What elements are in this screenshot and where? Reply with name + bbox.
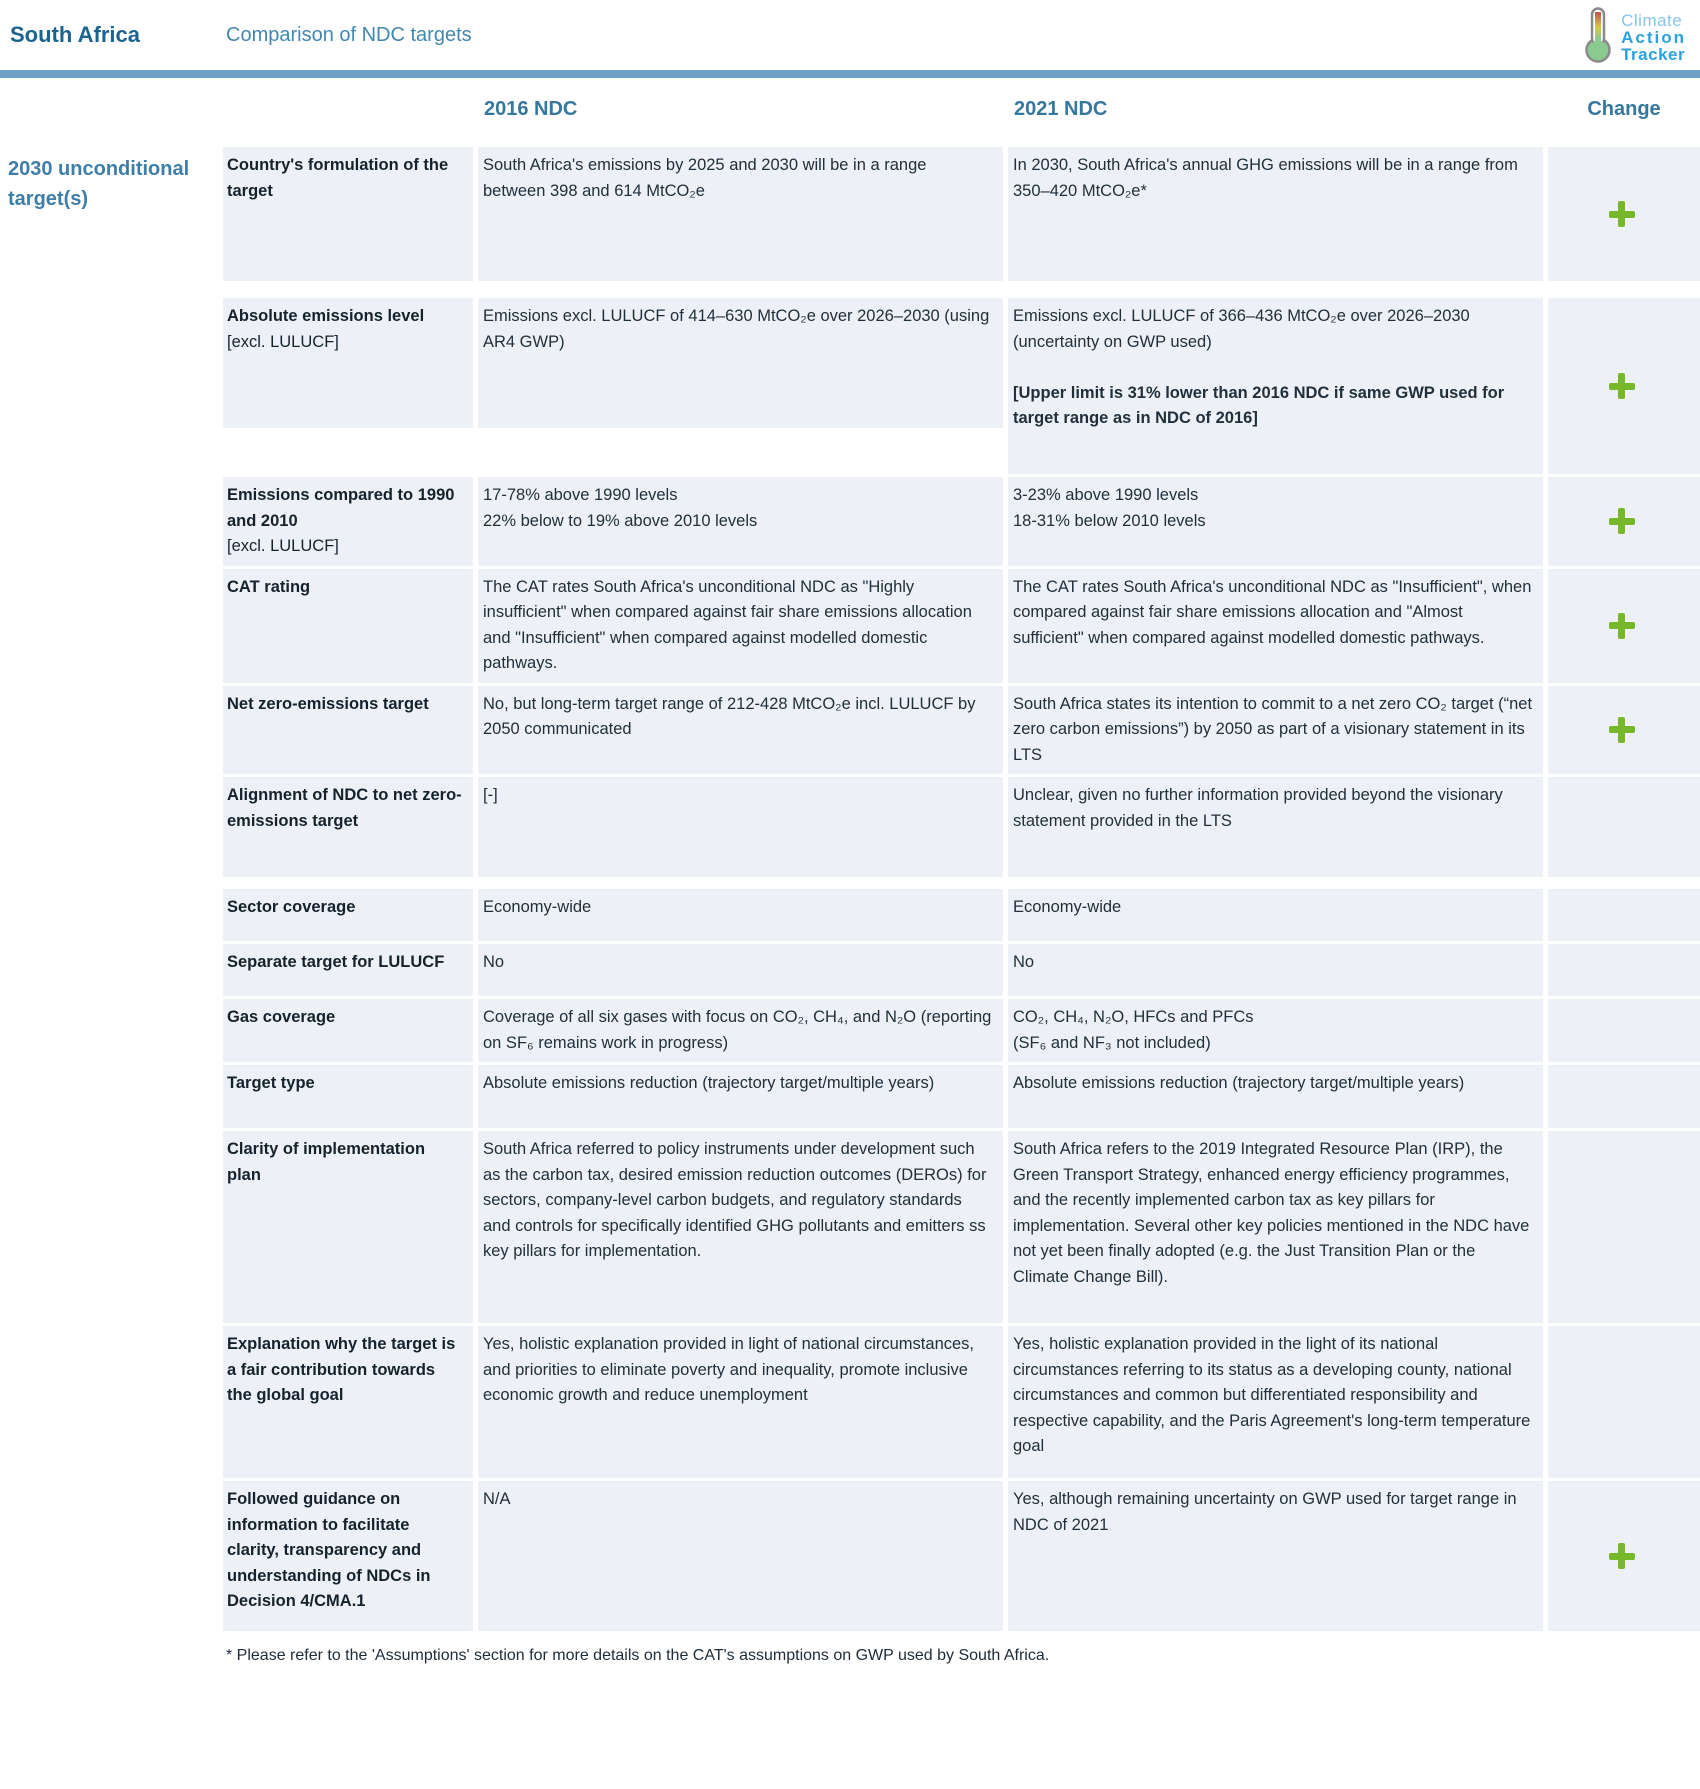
table-row (223, 298, 1700, 474)
cell-paragraph: Absolute emissions reduction (trajectory target/multiple years) (483, 1074, 935, 1092)
cell-2016 (478, 1065, 1003, 1128)
cell-2016 (478, 999, 1003, 1062)
cell-paragraph: Emissions excl. LULUCF of 366–436 MtCO₂e over 2026–2030 (uncertainty on GWP used) (1013, 307, 1470, 351)
cell-paragraph: CO₂, CH₄, N₂O, HFCs and PFCs (1013, 1008, 1254, 1026)
logo-word-climate: Climate (1621, 11, 1683, 30)
cell-2021 (1008, 1131, 1543, 1323)
table-row (223, 999, 1700, 1062)
header-divider (0, 70, 1700, 78)
table-row (223, 1065, 1700, 1128)
cell-2016 (478, 477, 1003, 566)
cell-2021 (1008, 147, 1543, 281)
footnote: * Please refer to the 'Assumptions' section for more details on the CAT's assumptions on GWP used by South Africa. (226, 1647, 1050, 1664)
row-label-text: Clarity of implementation plan (227, 1140, 426, 1184)
table-row (223, 1481, 1700, 1631)
row-label-text: Emissions compared to 1990 and 2010 (227, 486, 455, 530)
cell-change (1548, 999, 1700, 1062)
top-bar (0, 0, 1700, 70)
row-label (223, 686, 473, 775)
cell-2016 (478, 298, 1003, 428)
row-label-text: CAT rating (227, 577, 311, 596)
cell-paragraph: South Africa refers to the 2019 Integrated Resource Plan (IRP), the Green Transport Strategy, enhanced energy efficiency programmes, and the recently implemented carbon tax as key pillars for implementation. Several other key policies mentioned in the NDC have not yet been finally adopted (e.g. the Just Transition Plan or the Climate Change Bill). (1013, 1140, 1530, 1286)
cell-paragraph: [-] (483, 786, 498, 804)
row-label-text: Absolute emissions level (227, 307, 425, 325)
cell-2021 (1008, 889, 1543, 941)
change-plus-icon (1609, 1543, 1635, 1569)
cell-paragraph: No (483, 953, 505, 971)
cell-paragraph: The CAT rates South Africa's unconditional NDC as "Highly insufficient" when compared against fair share emissions allocation and "Insufficient" when compared against modelled domestic pathways. (483, 577, 972, 672)
cell-2016 (478, 147, 1003, 281)
cell-paragraph: 22% below to 19% above 2010 levels (483, 511, 758, 530)
change-plus-icon (1609, 508, 1635, 534)
table-rows (223, 147, 1700, 1631)
cell-paragraph: In 2030, South Africa's annual GHG emissions will be in a range from 350–420 MtCO₂e* (1013, 156, 1518, 200)
table-column-headers (223, 78, 1700, 121)
row-label-text: Followed guidance on information to facilitate clarity, transparency and understanding of NDCs in Decision 4/CMA.1 (227, 1490, 431, 1610)
cell-paragraph: (SF₆ and NF₃ not included) (1013, 1033, 1211, 1052)
row-label (223, 1481, 473, 1631)
cell-change (1548, 569, 1700, 683)
cell-paragraph: South Africa's emissions by 2025 and 2030 will be in a range between 398 and 614 MtCO₂e (483, 156, 927, 200)
cell-paragraph: South Africa referred to policy instruments under development such as the carbon tax, desired emission reduction outcomes (DEROs) for sectors, company-level carbon budgets, and regulatory standards and controls for specifically identified GHG pollutants and emitters ss key pillars for implementation. (483, 1140, 987, 1260)
row-label (223, 999, 473, 1062)
sidebar-group-label: 2030 unconditional target(s) (8, 158, 190, 210)
cell-paragraph: South Africa states its intention to commit to a net zero CO₂ target (“net zero carbon emissions”) by 2050 as part of a visionary statement in its LTS (1013, 694, 1533, 764)
column-header-2016-ndc: 2016 NDC (484, 98, 578, 120)
country-title: South Africa (10, 22, 140, 47)
cell-2016 (478, 1326, 1003, 1478)
cell-paragraph: Yes, holistic explanation provided in light of national circumstances, and priorities to eliminate poverty and inequality, promote inclusive economic growth and reduce unemployment (483, 1335, 975, 1404)
cell-2021 (1008, 1326, 1543, 1478)
cell-change (1548, 777, 1700, 877)
table-row (223, 477, 1700, 566)
change-plus-icon (1609, 717, 1635, 743)
cell-paragraph: N/A (483, 1490, 511, 1508)
cell-paragraph: Economy-wide (483, 898, 592, 916)
cell-2016 (478, 1131, 1003, 1323)
cell-2021 (1008, 686, 1543, 775)
cell-change (1548, 1065, 1700, 1128)
comparison-table-section (0, 78, 1700, 1665)
cell-change (1548, 298, 1700, 474)
row-label (223, 944, 473, 996)
row-label (223, 147, 473, 281)
cell-paragraph: Unclear, given no further information provided beyond the visionary statement provided in the LTS (1013, 786, 1503, 830)
cell-2021 (1008, 477, 1543, 566)
cat-logo[interactable] (1581, 6, 1686, 69)
cell-2021 (1008, 569, 1543, 683)
table-row (223, 777, 1700, 877)
cell-change (1548, 944, 1700, 996)
cell-paragraph (1013, 355, 1533, 381)
change-plus-icon (1609, 373, 1635, 399)
cell-2016 (478, 1481, 1003, 1631)
cell-2021 (1008, 944, 1543, 996)
cell-change (1548, 889, 1700, 941)
cell-paragraph: No, but long-term target range of 212-428 MtCO₂e incl. LULUCF by 2050 communicated (483, 694, 976, 738)
cell-2016 (478, 686, 1003, 775)
row-label-text: Gas coverage (227, 1008, 336, 1026)
table-row (223, 1131, 1700, 1323)
cell-paragraph: Coverage of all six gases with focus on CO₂, CH₄, and N₂O (reporting on SF₆ remains work in progress) (483, 1008, 992, 1052)
cell-paragraph: 18-31% below 2010 levels (1013, 511, 1206, 530)
row-label (223, 1131, 473, 1323)
cell-change (1548, 1326, 1700, 1478)
change-plus-icon (1609, 613, 1635, 639)
cell-2021 (1008, 1065, 1543, 1128)
cell-change (1548, 686, 1700, 775)
logo-text (1621, 12, 1686, 63)
table-row (223, 1326, 1700, 1478)
table-row (223, 686, 1700, 775)
cell-paragraph: Yes, although remaining uncertainty on GWP used for target range in NDC of 2021 (1013, 1490, 1517, 1534)
column-header-change: Change (1587, 98, 1661, 120)
row-label-text: Explanation why the target is a fair contribution towards the global goal (227, 1335, 456, 1404)
column-header-2021-ndc: 2021 NDC (1014, 98, 1108, 120)
cell-change (1548, 147, 1700, 281)
cell-paragraph: No (1013, 953, 1035, 971)
row-label-text: Target type (227, 1074, 315, 1092)
logo-word-action: Action (1621, 28, 1686, 47)
cell-paragraph: [Upper limit is 31% lower than 2016 NDC if same GWP used for target range as in NDC of 2016] (1013, 383, 1505, 427)
cell-2016 (478, 944, 1003, 996)
thermometer-icon (1581, 6, 1615, 69)
row-label-text: Net zero-emissions target (227, 694, 429, 713)
cell-2021 (1008, 999, 1543, 1062)
cell-paragraph: 3-23% above 1990 levels (1013, 486, 1199, 504)
cell-paragraph: Economy-wide (1013, 898, 1122, 916)
cell-2016 (478, 889, 1003, 941)
row-label-note: [excl. LULUCF] (227, 537, 339, 555)
change-plus-icon (1609, 201, 1635, 227)
row-label (223, 889, 473, 941)
table-row (223, 569, 1700, 683)
row-label-text: Sector coverage (227, 898, 356, 916)
row-label-text: Separate target for LULUCF (227, 953, 445, 971)
row-label-text: Country's formulation of the target (227, 156, 449, 200)
row-label (223, 569, 473, 683)
row-label (223, 298, 473, 428)
table-row (223, 147, 1700, 281)
row-label (223, 777, 473, 877)
cell-change (1548, 477, 1700, 566)
cell-paragraph: Yes, holistic explanation provided in the light of its national circumstances referring to its status as a developing county, national circumstances and common but differentiated responsibility and respective capability, and the Paris Agreement's long-term temperature goal (1013, 1335, 1531, 1455)
cell-paragraph: 17-78% above 1990 levels (483, 486, 678, 504)
cell-2016 (478, 777, 1003, 877)
cell-2021 (1008, 1481, 1543, 1631)
row-label-text: Alignment of NDC to net zero-emissions target (227, 786, 462, 830)
table-row (223, 889, 1700, 941)
cell-paragraph: Absolute emissions reduction (trajectory target/multiple years) (1013, 1074, 1465, 1092)
logo-word-tracker: Tracker (1621, 45, 1686, 64)
cell-change (1548, 1131, 1700, 1323)
row-label (223, 1326, 473, 1478)
cell-paragraph: The CAT rates South Africa's unconditional NDC as "Insufficient", when compared against fair share emissions allocation and "Almost sufficient" when compared against modelled domestic pathways. (1013, 577, 1532, 647)
cell-paragraph: Emissions excl. LULUCF of 414–630 MtCO₂e over 2026–2030 (using AR4 GWP) (483, 307, 990, 351)
cell-2021 (1008, 298, 1543, 474)
cell-change (1548, 1481, 1700, 1631)
row-label (223, 1065, 473, 1128)
row-label (223, 477, 473, 566)
table-row (223, 944, 1700, 996)
page-title: Comparison of NDC targets (226, 24, 472, 46)
cell-2016 (478, 569, 1003, 683)
row-label-note: [excl. LULUCF] (227, 332, 339, 351)
cell-2021 (1008, 777, 1543, 877)
